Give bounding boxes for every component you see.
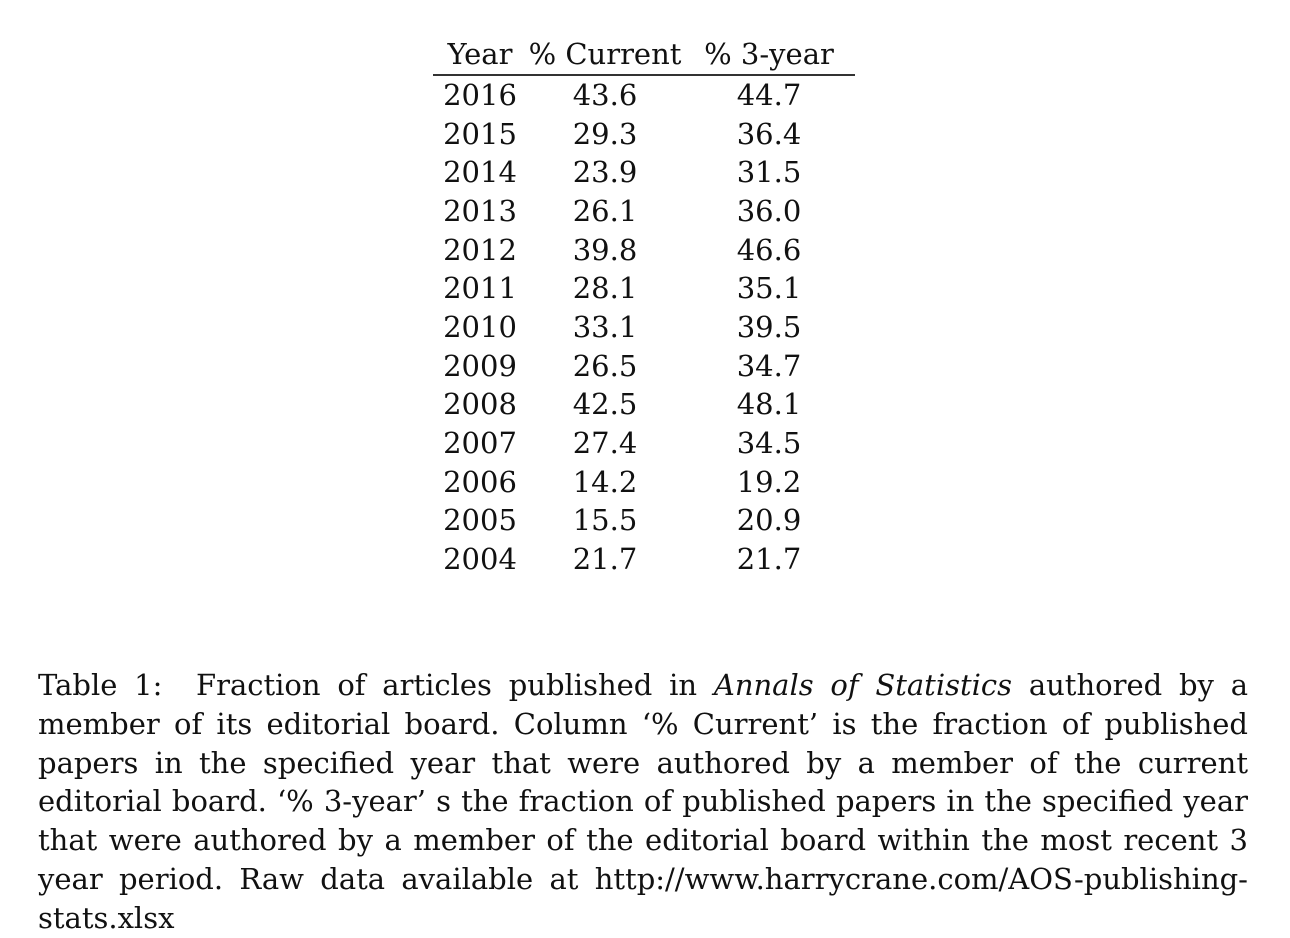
caption-text-after-journal: authored by a member of its editorial board. Column ‘% Current’ is the fraction of published papers in the specified year that were authored by a member of the current editorial board. ‘% 3-year’ s the fraction of published papers in the specified year that were authored by a member of the editorial board within the most recent 3 year period. Raw data available at http://www.harrycrane.com/AOS-publishing-stats.xlsx — [38, 668, 1248, 935]
table-row — [433, 308, 855, 347]
table-row — [433, 269, 855, 308]
cell-year: 2011 — [443, 271, 517, 306]
cell-current: 29.3 — [572, 116, 638, 151]
cell-3-year: 36.4 — [736, 116, 802, 151]
table-header — [433, 34, 855, 75]
cell-current: 23.9 — [572, 155, 638, 190]
table-row — [433, 347, 855, 386]
cell-3-year: 35.1 — [736, 271, 802, 306]
cell-year: 2014 — [443, 155, 517, 190]
table-row — [433, 463, 855, 502]
cell-3-year: 34.7 — [736, 348, 802, 383]
cell-year: 2007 — [443, 426, 517, 461]
table-body — [433, 75, 855, 579]
cell-year: 2008 — [443, 387, 517, 422]
table-caption — [38, 666, 1248, 938]
table-row — [433, 115, 855, 154]
table-row — [433, 540, 855, 579]
cell-3-year: 31.5 — [736, 155, 802, 190]
table-row — [433, 502, 855, 541]
cell-year: 2010 — [443, 309, 517, 344]
cell-3-year: 21.7 — [736, 542, 802, 577]
publishing-stats-table — [433, 34, 855, 579]
cell-current: 42.5 — [572, 387, 638, 422]
caption-journal-name: Annals of Statistics — [713, 668, 1013, 702]
table-row — [433, 386, 855, 425]
caption-label: Table 1: — [38, 668, 163, 702]
cell-year: 2009 — [443, 348, 517, 383]
cell-current: 39.8 — [572, 232, 638, 267]
cell-3-year: 19.2 — [736, 464, 802, 499]
cell-year: 2006 — [443, 464, 517, 499]
header-current: % Current — [527, 34, 683, 75]
cell-current: 14.2 — [572, 464, 638, 499]
header-3-year: % 3-year — [683, 34, 855, 75]
cell-current: 21.7 — [572, 542, 638, 577]
cell-current: 15.5 — [572, 503, 638, 538]
table-row — [433, 192, 855, 231]
cell-current: 33.1 — [572, 309, 638, 344]
cell-3-year: 44.7 — [736, 77, 802, 112]
cell-current: 26.1 — [572, 193, 638, 228]
cell-year: 2004 — [443, 542, 517, 577]
cell-year: 2016 — [443, 77, 517, 112]
caption-text-before-journal: Fraction of articles published in — [195, 668, 698, 702]
data-table-container — [433, 34, 855, 579]
cell-current: 43.6 — [572, 77, 638, 112]
table-row — [433, 75, 855, 115]
cell-3-year: 39.5 — [736, 309, 802, 344]
cell-current: 26.5 — [572, 348, 638, 383]
cell-3-year: 48.1 — [736, 387, 802, 422]
table-row — [433, 153, 855, 192]
cell-3-year: 36.0 — [736, 193, 802, 228]
table-row — [433, 424, 855, 463]
cell-year: 2013 — [443, 193, 517, 228]
header-year: Year — [433, 34, 527, 75]
cell-3-year: 20.9 — [736, 503, 802, 538]
cell-3-year: 34.5 — [736, 426, 802, 461]
cell-current: 28.1 — [572, 271, 638, 306]
header-row — [433, 34, 855, 75]
cell-year: 2005 — [443, 503, 517, 538]
cell-current: 27.4 — [572, 426, 638, 461]
table-row — [433, 231, 855, 270]
cell-year: 2012 — [443, 232, 517, 267]
cell-year: 2015 — [443, 116, 517, 151]
cell-3-year: 46.6 — [736, 232, 802, 267]
